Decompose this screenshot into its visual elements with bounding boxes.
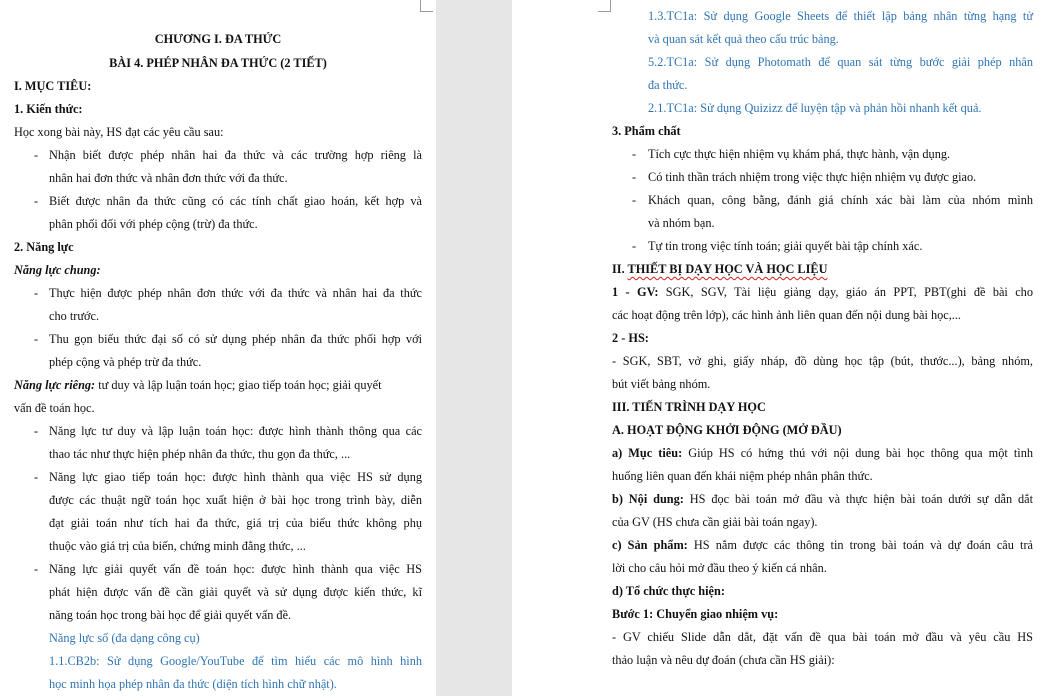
bullet-line: - Tích cực thực hiện nhiệm vụ khám phá, thực hành, vận dụng. [632, 147, 951, 161]
section-heading: II. THIẾT BỊ DẠY HỌC VÀ HỌC LIỆU [612, 262, 828, 276]
paragraph: - GV chiếu Slide dẫn dắt, đặt vấn đề qua bài toán mở đầu và yêu cầu HS [612, 630, 1033, 644]
digital-skill-line: học minh họa phép nhân đa thức (diện tích hình chữ nhật). [49, 677, 337, 691]
bullet-line: cho trước. [49, 309, 100, 323]
digital-skill-line: đa thức. [648, 78, 688, 92]
bullet-line: - Thực hiện được phép nhân đơn thức với đa thức và nhân hai đa thức [34, 286, 422, 300]
bullet-line: thuộc vào giá trị của biến, chứng minh đẳng thức, ... [49, 539, 306, 553]
subsection-heading: A. HOẠT ĐỘNG KHỞI ĐỘNG (MỞ ĐẦU) [612, 423, 842, 437]
paragraph: a) Mục tiêu: Giúp HS có hứng thú với nội dung bài học thông qua một tình [612, 446, 1033, 460]
bullet-line: và nhóm bạn. [648, 216, 715, 230]
bullet-line: thao tác như thực hiện phép nhân đa thức, thu gọn đa thức, ... [49, 447, 351, 461]
bullet-line: nhân hai đơn thức và nhân đơn thức với đa thức. [49, 171, 288, 185]
bullet-line: - Thu gọn biểu thức đại số có sử dụng phép nhân đa thức phối hợp với [34, 332, 422, 346]
bullet-line: - Khách quan, công bằng, đánh giá chính xác bài làm của nhóm mình [632, 193, 1033, 207]
digital-skill-line: 2.1.TC1a: Sử dụng Quizizz để luyện tập và phản hồi nhanh kết quả. [648, 101, 982, 115]
paragraph: c) Sản phẩm: HS nắm được các thông tin trong bài toán và dự đoán câu trả [612, 538, 1034, 552]
section-heading: I. MỤC TIÊU: [14, 79, 92, 93]
subsection-heading: Năng lực chung: [14, 263, 101, 277]
bullet-line: - Nhận biết được phép nhân hai đa thức và các trường hợp riêng là [34, 148, 422, 162]
bullet-line: phân phối đối với phép cộng (trừ) đa thức. [49, 217, 258, 231]
bullet-line: - Có tinh thần trách nhiệm trong việc thực hiện nhiệm vụ được giao. [632, 170, 977, 184]
digital-skill-line: 1.3.TC1a: Sử dụng Google Sheets để thiết lập bảng nhân từng hạng tử [648, 9, 1033, 23]
spellcheck-underlined-text: THIẾT BỊ DẠY HỌC VÀ HỌC LIỆU [627, 262, 828, 276]
bullet-line: - Tự tin trong việc tính toán; giải quyết bài tập chính xác. [632, 239, 923, 253]
chapter-title: CHƯƠNG I. ĐA THỨC [154, 32, 282, 46]
paragraph: b) Nội dung: HS đọc bài toán mở đầu và thực hiện bài toán dưới sự dẫn dắt [612, 492, 1033, 506]
paragraph: bút viết bảng nhóm. [612, 377, 711, 391]
subsection-heading: 3. Phẩm chất [612, 124, 681, 138]
page-corner-mark [598, 0, 611, 12]
page-corner-mark [420, 0, 433, 12]
paragraph: thảo luận và nêu dự đoán (chưa cần HS giải): [612, 653, 835, 667]
paragraph: vấn đề toán học. [14, 401, 95, 415]
paragraph: Học xong bài này, HS đạt các yêu cầu sau: [14, 125, 224, 139]
paragraph: các hoạt động trên lớp), các hình ảnh liên quan đến nội dung bài học,... [612, 308, 962, 322]
section-heading: III. TIẾN TRÌNH DẠY HỌC [612, 400, 766, 414]
digital-skill-line: 5.2.TC1a: Sử dụng Photomath để quan sát từng bước giải phép nhân [648, 55, 1033, 69]
document-page-left [0, 0, 436, 696]
digital-skill-line: 1.1.CB2b: Sử dụng Google/YouTube để tìm hiểu các mô hình hình [49, 654, 422, 668]
paragraph: của GV (HS chưa cần giải bài toán ngay). [612, 515, 818, 529]
bullet-line: - Năng lực giải quyết vấn đề toán học: được hình thành qua việc HS [34, 562, 422, 576]
bullet-line: phép cộng và phép trừ đa thức. [49, 355, 202, 369]
subsection-heading: Bước 1: Chuyển giao nhiệm vụ: [612, 607, 779, 621]
subsection-heading: d) Tổ chức thực hiện: [612, 584, 725, 598]
paragraph: lời cho câu hỏi mở đầu theo ý kiến cá nhân. [612, 561, 827, 575]
paragraph: - SGK, SBT, vở ghi, giấy nháp, đồ dùng học tập (bút, thước...), bảng nhóm, [612, 354, 1033, 368]
subsection-heading: 2 - HS: [612, 331, 649, 345]
bullet-line: - Biết được nhân đa thức cũng có các tính chất giao hoán, kết hợp và [34, 194, 422, 208]
bullet-line: năng toán học trong bài học để giải quyết vấn đề. [49, 608, 292, 622]
paragraph: huống liên quan đến khái niệm phép nhân phân thức. [612, 469, 873, 483]
paragraph: Năng lực riêng: tư duy và lập luận toán học; giao tiếp toán học; giải quyết [14, 378, 382, 392]
bullet-line: - Năng lực tư duy và lập luận toán học: được hình thành thông qua các [34, 424, 422, 438]
digital-skills-heading: Năng lực số (đa dạng công cụ) [49, 631, 200, 645]
subsection-heading: 1. Kiến thức: [14, 102, 83, 116]
bullet-line: đạt giải toán như tích hai đa thức, giá trị của biểu thức không phụ [49, 516, 422, 530]
document-page-right [512, 0, 1047, 696]
subsection-heading: 2. Năng lực [14, 240, 74, 254]
bullet-line: phát hiện được vấn đề cần giải quyết và sử dụng được kiến thức, kĩ [49, 585, 422, 599]
digital-skill-line: và quan sát kết quả theo cấu trúc bảng. [648, 32, 839, 46]
bullet-line: - Năng lực giao tiếp toán học: được hình thành qua việc HS sử dụng [34, 470, 422, 484]
lesson-title: BÀI 4. PHÉP NHÂN ĐA THỨC (2 TIẾT) [109, 56, 327, 70]
bullet-line: được các thuật ngữ toán học xuất hiện ở bài học trong trình bày, diễn [49, 493, 422, 507]
paragraph: 1 - GV: SGK, SGV, Tài liệu giảng dạy, giáo án PPT, PBT(ghi đề bài cho [612, 285, 1033, 299]
